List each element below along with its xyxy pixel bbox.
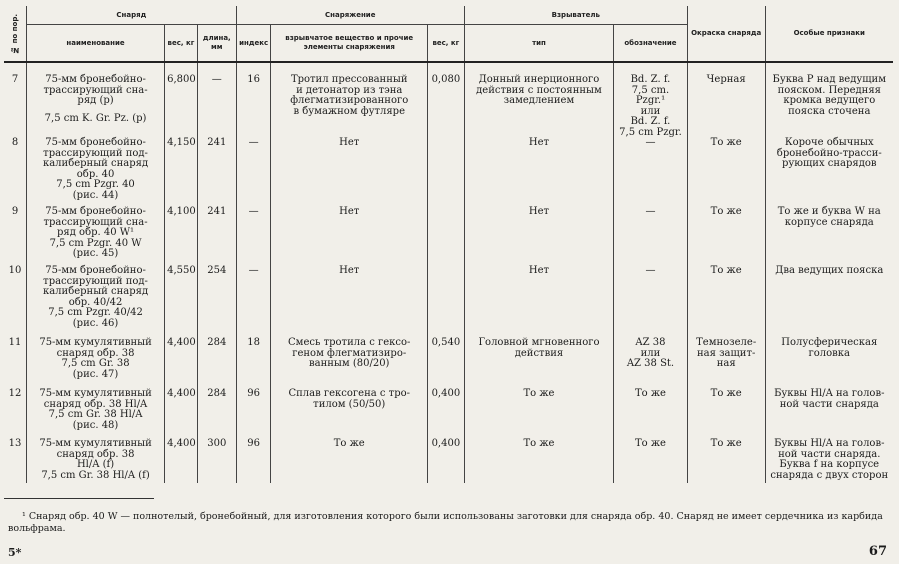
- explosive-description-line: Нет: [339, 206, 360, 217]
- shell-name-line: обр. 40/42: [68, 296, 123, 308]
- fuze-designation-line: AZ 38 St.: [626, 358, 675, 369]
- row-number: 10: [8, 265, 22, 276]
- special-features-line: головка: [808, 347, 850, 359]
- shell-name-line: 7,5 cm Pzgr. 40/42: [48, 307, 143, 318]
- shell-name-line: 75-мм кумулятивный: [39, 388, 152, 399]
- shell-length: 241: [197, 138, 236, 205]
- header-name: наименование: [27, 25, 165, 63]
- shell-color-line: Черная: [706, 74, 746, 85]
- explosive-description-line: Сплав гексогена с тро-: [288, 388, 410, 399]
- fuze-type: [464, 205, 613, 264]
- special-features-line: ной части снаряда: [779, 398, 879, 410]
- header-eq-weight: вес, кг: [427, 25, 464, 63]
- shell-color-line: То же: [710, 137, 742, 148]
- shell-name-line: (рис. 44): [72, 189, 119, 201]
- shell-name-line: снаряд обр. 38: [56, 448, 135, 460]
- row-number: 12: [8, 388, 22, 399]
- table-row: [4, 336, 893, 385]
- special-features-line: пояском. Передняя: [777, 84, 881, 96]
- table-body: [4, 62, 893, 483]
- fuze-designation-line: Bd. Z. f.: [630, 74, 671, 85]
- shell-color: [687, 385, 765, 435]
- explosive-description: [271, 435, 428, 483]
- explosive-description: [271, 205, 428, 264]
- fuze-type: [464, 264, 613, 336]
- explosive-description: [271, 336, 428, 385]
- shell-name-line: трассирующий сна-: [43, 84, 148, 96]
- shell-weight: 4,400: [165, 385, 198, 435]
- fuze-type: [464, 62, 613, 138]
- explosive-description: [271, 62, 428, 138]
- special-features: [765, 385, 893, 435]
- row-number: 11: [8, 337, 22, 348]
- fuze-designation-line: 7,5 cm Pzgr.: [619, 126, 682, 138]
- explosive-description-line: геном флегматизиро-: [292, 347, 407, 359]
- special-features-line: Буква f на корпусе: [779, 459, 880, 470]
- special-features: [765, 205, 893, 264]
- explosive-description: [271, 138, 428, 205]
- equipment-index: 96: [236, 385, 271, 435]
- fuze-designation: [614, 264, 688, 336]
- shell-weight: 4,150: [165, 138, 198, 205]
- explosive-description-line: ванным (80/20): [309, 358, 390, 369]
- fuze-designation: [614, 205, 688, 264]
- shell-name: [27, 205, 165, 264]
- shell-name-line: 7,5 cm Gr. 38 Hl/A (f): [41, 469, 150, 481]
- fuze-type-line: замедлением: [503, 95, 575, 106]
- row-number: 9: [11, 206, 19, 217]
- fuze-designation-line: —: [645, 137, 656, 148]
- shell-length: 284: [197, 385, 236, 435]
- shell-name-line: (рис. 45): [72, 248, 119, 259]
- shell-name-line: (рис. 48): [72, 419, 119, 431]
- explosive-description: [271, 385, 428, 435]
- shell-length: —: [197, 62, 236, 138]
- fuze-type-line: Донный инерционного: [478, 74, 600, 85]
- shell-color: [687, 264, 765, 336]
- explosive-description-line: Нет: [339, 137, 360, 148]
- special-features-line: Буквы Hl/A на голов-: [774, 438, 885, 449]
- fuze-designation-line: AZ 38: [635, 337, 666, 348]
- special-features-line: Полусферическая: [781, 337, 878, 348]
- equipment-weight: [427, 205, 464, 264]
- special-features-line: Буква Р над ведущим: [772, 74, 886, 85]
- special-features-line: кромка ведущего: [783, 95, 876, 106]
- shell-name-line: обр. 40: [76, 168, 115, 180]
- fuze-designation: [614, 138, 688, 205]
- shell-name: [27, 264, 165, 336]
- page-number: 67: [868, 544, 887, 559]
- fuze-designation-line: Bd. Z. f.: [630, 116, 671, 127]
- row-number: 8: [11, 137, 19, 148]
- shell-name-line: 75-мм бронебойно-: [45, 137, 146, 148]
- explosive-description-line: в бумажном футляре: [293, 105, 405, 117]
- equipment-weight: 0,080: [427, 62, 464, 138]
- header-color: Окраска снаряда: [687, 6, 765, 62]
- table-row: [4, 435, 893, 483]
- fuze-designation-line: То же: [634, 438, 666, 449]
- shell-name-line: 75-мм кумулятивный: [39, 438, 152, 449]
- explosive-description-line: флегматизированного: [290, 95, 409, 106]
- fuze-designation: [614, 435, 688, 483]
- shell-color-line: ная: [716, 358, 736, 369]
- special-features: [765, 138, 893, 205]
- special-features: [765, 435, 893, 483]
- equipment-index: 18: [236, 336, 271, 385]
- shell-color: [687, 435, 765, 483]
- footnote: ¹ Снаряд обр. 40 W — полнотелый, бронебойный, для изготовления которого были использованы заготовки для снаряда обр. 40. Снаряд не имеет сердечника из карбида вольфрама.: [8, 511, 883, 534]
- shell-name-line: Hl/A (f): [76, 459, 115, 470]
- special-features-line: бронебойно-трасси-: [776, 147, 882, 159]
- shell-length: 241: [197, 205, 236, 264]
- equipment-index: —: [236, 138, 271, 205]
- shell-color: [687, 205, 765, 264]
- special-features-line: ной части снаряда.: [778, 448, 881, 460]
- special-features-line: корпусе снаряда: [784, 216, 874, 228]
- shell-name-line: трассирующий сна-: [43, 216, 148, 228]
- shell-weight: 4,400: [165, 435, 198, 483]
- fuze-type-line: действия с постоянным: [476, 84, 602, 96]
- shell-color-line: То же: [710, 265, 742, 276]
- equipment-index: —: [236, 205, 271, 264]
- shell-name-line: ряд обр. 40 W¹: [57, 227, 135, 238]
- header-length: длина, мм: [197, 25, 236, 63]
- shell-name-line: 7,5 cm Gr. 38 Hl/A: [48, 409, 143, 420]
- fuze-type: [464, 336, 613, 385]
- fuze-type-line: То же: [523, 388, 555, 399]
- equipment-index: —: [236, 264, 271, 336]
- shell-name: [27, 138, 165, 205]
- explosive-description-line: Нет: [339, 265, 360, 276]
- ammunition-table: [4, 6, 893, 483]
- table-row: [4, 138, 893, 205]
- shell-color: [687, 138, 765, 205]
- shell-name-line: калиберный снаряд: [42, 286, 149, 297]
- equipment-weight: [427, 264, 464, 336]
- shell-name-line: снаряд обр. 38: [56, 347, 135, 359]
- equipment-weight: 0,400: [427, 385, 464, 435]
- header-index: индекс: [236, 25, 271, 63]
- shell-name-line: (рис. 46): [72, 317, 119, 329]
- special-features-line: снаряда с двух сторон: [770, 469, 889, 481]
- table-row: [4, 205, 893, 264]
- special-features-line: Короче обычных: [784, 137, 874, 148]
- header-fuze-type: тип: [464, 25, 613, 63]
- special-features-line: рующих снарядов: [782, 158, 877, 169]
- shell-name-line: 7,5 cm Pzgr. 40 W: [49, 237, 142, 249]
- shell-length: 284: [197, 336, 236, 385]
- explosive-description-line: тилом (50/50): [313, 398, 386, 410]
- explosive-description: [271, 264, 428, 336]
- shell-weight: 4,400: [165, 336, 198, 385]
- explosive-description-line: и детонатор из тэна: [296, 84, 403, 96]
- shell-name-line: 75-мм бронебойно-: [45, 74, 146, 85]
- fuze-designation-line: —: [645, 206, 656, 217]
- shell-name: [27, 385, 165, 435]
- special-features: [765, 62, 893, 138]
- table-row: [4, 264, 893, 336]
- header-group-shell: Снаряд: [27, 6, 237, 25]
- footnote-rule: [4, 498, 154, 499]
- shell-name-line: (рис. 47): [72, 368, 119, 380]
- shell-name-line: 7,5 cm Gr. 38: [61, 358, 130, 369]
- shell-name-line: 75-мм бронебойно-: [45, 206, 146, 217]
- shell-name: [27, 336, 165, 385]
- fuze-type-line: Головной мгновенного: [478, 337, 600, 348]
- shell-name: [27, 62, 165, 138]
- shell-weight: 4,100: [165, 205, 198, 264]
- fuze-type: [464, 435, 613, 483]
- shell-weight: 6,800: [165, 62, 198, 138]
- fuze-type-line: действия: [514, 347, 564, 359]
- shell-name-line: 7,5 cm Pzgr. 40: [56, 179, 135, 190]
- fuze-type-line: То же: [523, 438, 555, 449]
- equipment-weight: 0,540: [427, 336, 464, 385]
- fuze-type-line: Нет: [528, 206, 550, 217]
- special-features-line: пояска сточена: [788, 105, 871, 117]
- fuze-designation-line: или: [640, 347, 661, 359]
- equipment-weight: [427, 138, 464, 205]
- table-row: [4, 385, 893, 435]
- header-weight: вес, кг: [165, 25, 198, 63]
- header-group-fuze: Взрыватель: [464, 6, 687, 25]
- fuze-designation: [614, 385, 688, 435]
- shell-color-line: То же: [710, 206, 742, 217]
- shell-color: [687, 336, 765, 385]
- table-row: [4, 62, 893, 138]
- fuze-designation: [614, 336, 688, 385]
- shell-color: [687, 62, 765, 138]
- shell-length: 300: [197, 435, 236, 483]
- signature-mark: 5*: [8, 546, 22, 559]
- header-group-equipment: Снаряжение: [236, 6, 464, 25]
- fuze-designation-line: То же: [634, 388, 666, 399]
- shell-name: [27, 435, 165, 483]
- shell-name-line: ряд (р): [77, 95, 114, 106]
- explosive-description-line: То же: [333, 438, 365, 449]
- fuze-type: [464, 385, 613, 435]
- header-features: Особые признаки: [765, 6, 893, 62]
- special-features: [765, 264, 893, 336]
- equipment-weight: 0,400: [427, 435, 464, 483]
- fuze-designation: [614, 62, 688, 138]
- fuze-type: [464, 138, 613, 205]
- header-no: № по пор.: [4, 6, 27, 62]
- row-number: 7: [11, 74, 19, 85]
- explosive-description-line: Смесь тротила с гексо-: [288, 337, 411, 348]
- header-fuze-designation: обозначение: [614, 25, 688, 63]
- fuze-designation-line: —: [645, 265, 656, 276]
- shell-name-line: снаряд обр. 38 Hl/A: [43, 398, 148, 410]
- shell-name-line: 75-мм кумулятивный: [39, 337, 152, 348]
- special-features-line: Два ведущих пояска: [775, 265, 884, 276]
- shell-color-line: ная защит-: [696, 347, 756, 359]
- special-features-line: То же и буква W на: [777, 206, 881, 217]
- fuze-type-line: Нет: [528, 265, 550, 276]
- explosive-description-line: Тротил прессованный: [290, 74, 408, 85]
- shell-color-line: То же: [710, 438, 742, 449]
- shell-color-line: То же: [710, 388, 742, 399]
- special-features: [765, 336, 893, 385]
- shell-weight: 4,550: [165, 264, 198, 336]
- shell-name-line: трассирующий под-: [43, 147, 148, 159]
- header-explosive: взрывчатое вещество и прочие элементы снаряжения: [271, 25, 428, 63]
- shell-name-line: трассирующий под-: [43, 275, 148, 287]
- shell-color-line: Темнозеле-: [696, 337, 757, 348]
- equipment-index: 96: [236, 435, 271, 483]
- fuze-designation-line: или: [640, 105, 661, 117]
- fuze-type-line: Нет: [528, 137, 550, 148]
- fuze-designation-line: 7,5 cm. Pzgr.¹: [631, 84, 670, 106]
- row-number: 13: [8, 438, 22, 449]
- shell-name-line: калиберный снаряд: [42, 158, 149, 169]
- shell-length: 254: [197, 264, 236, 336]
- shell-name-line: 7,5 cm K. Gr. Pz. (р): [44, 112, 147, 124]
- special-features-line: Буквы Hl/A на голов-: [774, 388, 885, 399]
- equipment-index: 16: [236, 62, 271, 138]
- shell-name-line: 75-мм бронебойно-: [45, 265, 146, 276]
